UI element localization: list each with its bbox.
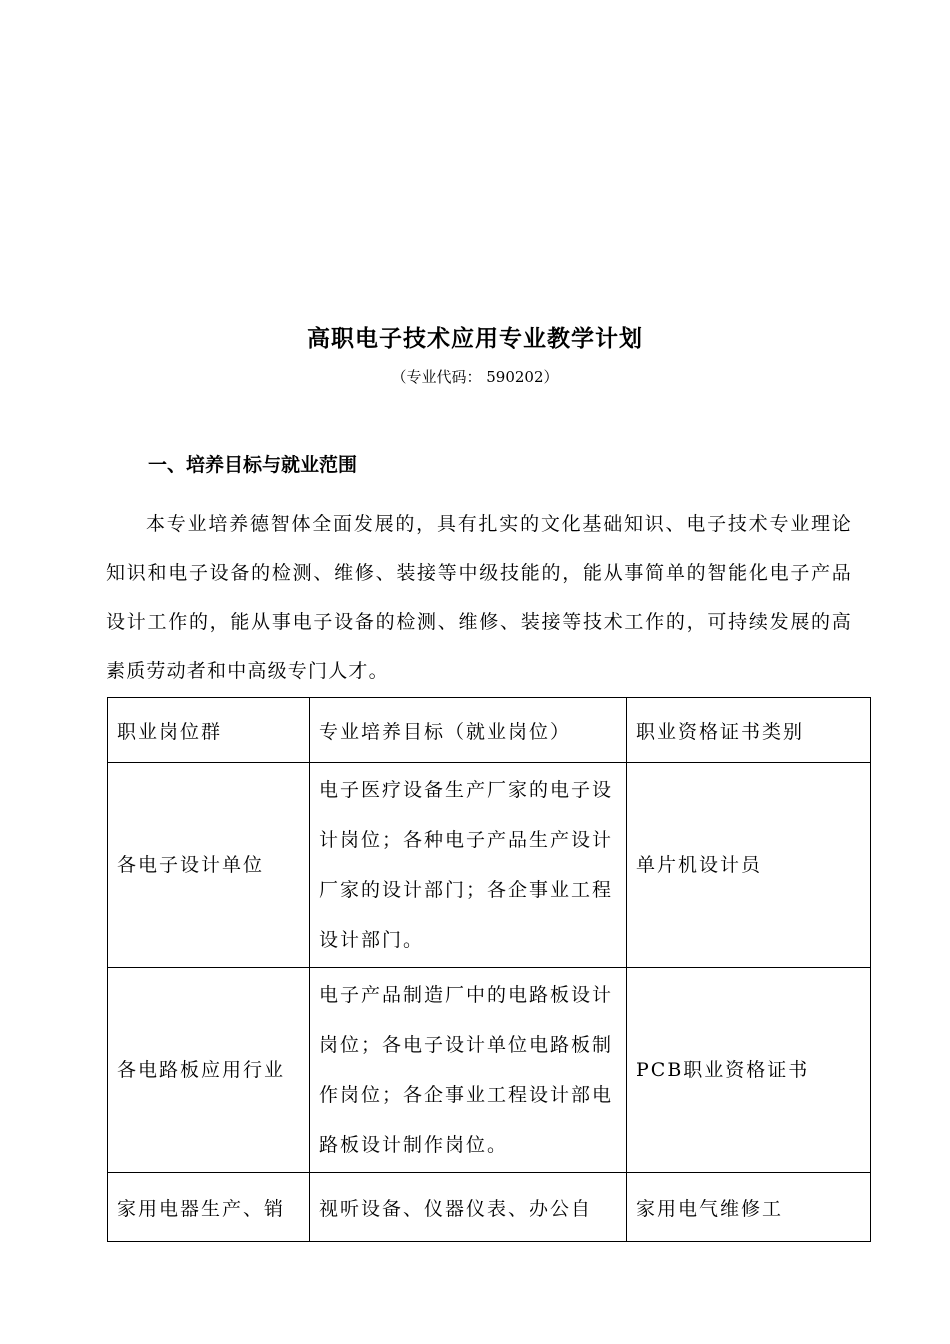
table-cell-group: 家用电器生产、销 — [108, 1173, 310, 1242]
table-row — [108, 763, 871, 968]
major-code-line: （专业代码： 590202） — [391, 368, 559, 386]
table-cell-goal: 电子产品制造厂中的电路板设计岗位；各电子设计单位电路板制作岗位；各企事业工程设计部电路板设计制作岗位。 — [310, 968, 627, 1173]
table-cell-group: 各电子设计单位 — [108, 763, 310, 968]
table-header-cell: 职业岗位群 — [108, 698, 310, 763]
table-cell-cert: 单片机设计员 — [627, 763, 871, 968]
table-cell-cert: PCB职业资格证书 — [627, 968, 871, 1173]
table-cell-goal: 视听设备、仪器仪表、办公自 — [310, 1173, 627, 1242]
document-title: 高职电子技术应用专业教学计划 — [307, 326, 643, 352]
table-cell-goal: 电子医疗设备生产厂家的电子设计岗位；各种电子产品生产设计厂家的设计部门；各企事业工程设计部门。 — [310, 763, 627, 968]
table-cell-cert: 家用电气维修工 — [627, 1173, 871, 1242]
table-header-row — [108, 698, 871, 763]
table-header-cell: 职业资格证书类别 — [627, 698, 871, 763]
table-header-cell: 专业培养目标（就业岗位） — [310, 698, 627, 763]
career-table — [107, 697, 871, 1242]
section-paragraph: 本专业培养德智体全面发展的，具有扎实的文化基础知识、电子技术专业理论知识和电子设备的检测、维修、装接等中级技能的，能从事简单的智能化电子产品设计工作的，能从事电子设备的检测、维修、装接等技术工作的，可持续发展的高素质劳动者和中高级专门人才。 — [106, 513, 852, 682]
table-row — [108, 1173, 871, 1242]
table-cell-group: 各电路板应用行业 — [108, 968, 310, 1173]
section-heading: 一、培养目标与就业范围 — [148, 454, 358, 476]
table-row — [108, 968, 871, 1173]
